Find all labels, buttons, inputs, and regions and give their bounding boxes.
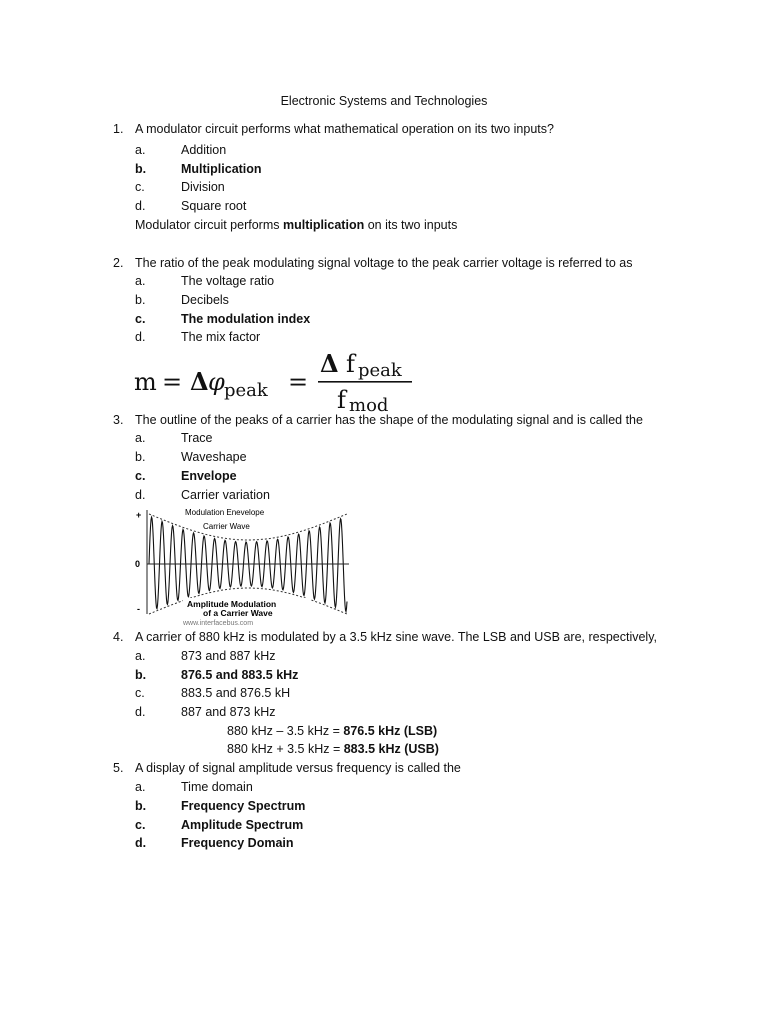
q3-option-a-letter: a. [135,431,146,445]
carrier-wave-label: Carrier Wave [203,522,250,531]
q3-option-c-letter: c. [135,469,146,483]
modulation-index-formula [132,346,422,412]
q5-option-c-text: Amplitude Spectrum [181,818,304,832]
question-1-number: 1. [113,122,124,136]
q5-option-b-letter: b. [135,799,147,813]
q2-option-c-letter: c. [135,312,146,326]
q3-option-d-text: Carrier variation [181,488,270,502]
q1-option-a-text: Addition [181,143,227,157]
q4-calc-usb [227,741,439,757]
q3-option-b-letter: b. [135,450,146,464]
figure-caption-line-1: Amplitude Modulation [187,599,277,609]
q2-option-b-text: Decibels [181,293,229,307]
q4-calc-lsb-result: 876.5 kHz (LSB) [343,724,438,738]
formula-num-delta: Δ [320,349,339,378]
formula-lhs: m [134,368,157,396]
am-waveform-figure [133,506,353,628]
q4-option-d-text: 887 and 873 kHz [181,705,276,719]
question-2-number: 2. [113,256,124,270]
q2-option-a-letter: a. [135,274,146,288]
q5-option-a-text: Time domain [181,780,253,794]
q3-option-b-text: Waveshape [181,450,247,464]
q3-option-d-letter: d. [135,488,146,502]
q4-option-a-text: 873 and 887 kHz [181,649,276,663]
q3-option-c-text: Envelope [181,469,237,483]
formula-eq-2: = [288,368,309,396]
q4-option-c-text: 883.5 and 876.5 kH [181,686,291,700]
q2-option-d-letter: d. [135,330,146,344]
q5-option-b-text: Frequency Spectrum [181,799,306,813]
q1-option-d-letter: d. [135,199,146,213]
q4-option-c-letter: c. [135,686,145,700]
document-title: Electronic Systems and Technologies [280,94,488,108]
q4-option-d-letter: d. [135,705,146,719]
q2-option-c-text: The modulation index [181,312,311,326]
q4-option-b-text: 876.5 and 883.5 kHz [181,668,299,682]
formula-phi: φ [208,368,225,396]
question-5-number: 5. [113,761,124,775]
q1-answer-note [135,217,457,233]
question-4-text: A carrier of 880 kHz is modulated by a 3.5 kHz sine wave. The LSB and USB are, respectively, [135,630,658,644]
axis-minus-label: - [137,604,140,614]
q1-option-d-text: Square root [181,199,247,213]
q1-option-c-text: Division [181,180,225,194]
formula-fraction-bar [318,381,412,383]
formula-eq-1: = [162,368,183,396]
question-5-text: A display of signal amplitude versus frequency is called the [135,761,461,775]
question-3-text: The outline of the peaks of a carrier has the shape of the modulating signal and is called the [135,413,643,427]
formula-phi-subscript: peak [224,380,268,401]
question-1-text: A modulator circuit performs what mathematical operation on its two inputs? [135,122,554,136]
q4-calc-usb-result: 883.5 kHz (USB) [343,742,439,756]
q5-option-d-letter: d. [135,836,147,850]
figure-caption-line-2: of a Carrier Wave [203,608,273,618]
question-3-number: 3. [113,413,124,427]
q1-note-before: Modulator circuit performs [135,218,283,232]
q2-option-b-letter: b. [135,293,146,307]
axis-zero-label: 0 [135,559,141,569]
question-2-text: The ratio of the peak modulating signal voltage to the peak carrier voltage is referred to as [135,256,633,270]
envelope-label: Modulation Enevelope [185,508,265,517]
question-4-number: 4. [113,630,124,644]
q4-option-b-letter: b. [135,668,147,682]
q2-option-a-text: The voltage ratio [181,274,275,288]
q4-calc-lsb-expr: 880 kHz – 3.5 kHz = [227,724,344,738]
q2-option-d-text: The mix factor [181,330,261,344]
q1-option-c-letter: c. [135,180,145,194]
q5-option-c-letter: c. [135,818,146,832]
q4-option-a-letter: a. [135,649,146,663]
q3-option-a-text: Trace [181,431,213,445]
q5-option-a-letter: a. [135,780,146,794]
q4-calc-lsb [227,723,437,739]
formula-num-subscript: peak [358,360,402,381]
formula-num-f: f [346,350,355,378]
q5-option-d-text: Frequency Domain [181,836,294,850]
q1-note-after: on its two inputs [364,218,458,232]
q4-calc-usb-expr: 880 kHz + 3.5 kHz = [227,742,344,756]
axis-plus-label: + [136,510,142,520]
formula-den-f: f [337,386,346,412]
q1-option-b-letter: b. [135,162,147,176]
formula-delta: Δ [190,367,209,396]
figure-source-url: www.interfacebus.com [183,620,254,627]
q1-option-b-text: Multiplication [181,162,262,176]
formula-den-subscript: mod [349,395,389,412]
q1-note-bold: multiplication [282,218,365,232]
q1-option-a-letter: a. [135,143,146,157]
